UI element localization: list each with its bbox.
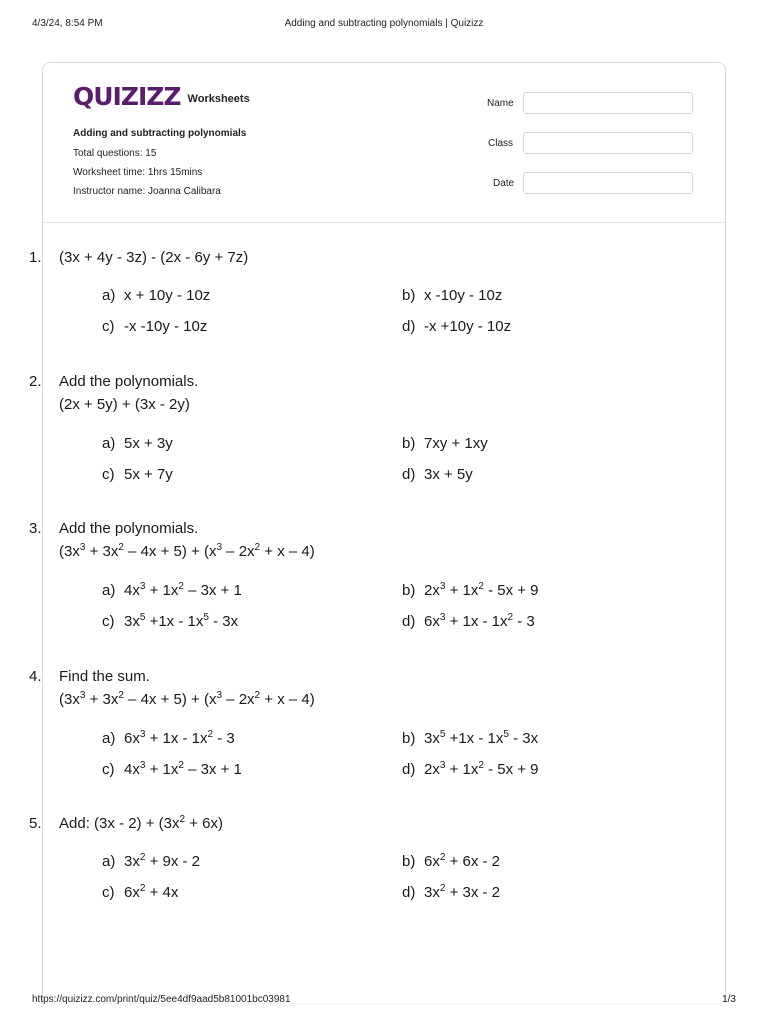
option-a: a) $4x^3 + 1x^2 - 3x + 1$ xyxy=(102,581,242,599)
name-field[interactable] xyxy=(523,92,693,114)
class-label: Class xyxy=(488,138,514,149)
date-label: Date xyxy=(493,178,515,189)
question-number: 1. xyxy=(29,249,42,266)
instructor-name: Instructor name: Joanna Calibara xyxy=(73,186,221,197)
option-c: c) 5x + 7y xyxy=(102,466,173,483)
worksheet-time: Worksheet time: 1hrs 15mins xyxy=(73,167,203,178)
option-d: d) $2x^3 + 1x^2 - 5x + 9$ xyxy=(402,760,539,778)
option-b: b) 7xy + 1xy xyxy=(402,435,488,452)
option-d: d) 3x + 5y xyxy=(402,466,473,483)
option-c: c) $6x^2 + 4x$ xyxy=(102,883,179,901)
option-b: b) $2x^3 + 1x^2 - 5x + 9$ xyxy=(402,581,539,599)
question-expression: $(3x^3 + 3x^2 - 4x + 5) + (x^3 - 2x^2 + x - 4)$ xyxy=(59,690,315,708)
total-questions: Total questions: 15 xyxy=(73,148,157,159)
option-d: d) -x +10y - 10z xyxy=(402,318,512,335)
option-b: b) $6x^2 + 6x - 2$ xyxy=(402,852,501,870)
print-datetime: 4/3/24, 8:54 PM xyxy=(32,18,103,29)
option-c: c) $3x^5 +1x - 1x^5 - 3x$ xyxy=(102,612,239,630)
worksheet-header xyxy=(43,63,725,223)
name-label: Name xyxy=(487,98,514,109)
question-expression: (2x + 5y) + (3x - 2y) xyxy=(59,396,190,413)
question-expression: $(3x^3 + 3x^2 - 4x + 5) + (x^3 - 2x^2 + x - 4)$ xyxy=(59,542,315,560)
question-number: 3. xyxy=(29,520,42,537)
option-b: b) x -10y - 10z xyxy=(402,287,503,304)
question-text: Find the sum. xyxy=(59,668,150,685)
date-field[interactable] xyxy=(523,172,693,194)
option-b: b) $3x^5 +1x - 1x^5 - 3x$ xyxy=(402,729,539,747)
question-number: 5. xyxy=(29,815,42,832)
print-page-title: Adding and subtracting polynomials | Quizizz xyxy=(284,18,484,29)
brand-subtitle: Worksheets xyxy=(187,93,250,105)
question-text: Add: $(3x - 2) + (3x^2 + 6x)$ xyxy=(59,814,223,832)
option-a: a) 5x + 3y xyxy=(102,435,173,452)
option-a: a) x + 10y - 10z xyxy=(102,287,211,304)
class-field[interactable] xyxy=(523,132,693,154)
print-header xyxy=(0,18,768,32)
option-c: c) $4x^3 + 1x^2 - 3x + 1$ xyxy=(102,760,242,778)
page-number: 1/3 xyxy=(722,994,736,1005)
question-text: (3x + 4y - 3z) - (2x - 6y + 7z) xyxy=(59,249,249,266)
question-text: Add the polynomials. xyxy=(59,520,199,537)
option-c: c) -x -10y - 10z xyxy=(102,318,208,335)
question-number: 4. xyxy=(29,668,42,685)
quizizz-logo: QUIZIZZ xyxy=(73,82,181,111)
print-url: https://quizizz.com/print/quiz/5ee4df9aad5b81001bc03981 xyxy=(32,994,291,1005)
question-text: Add the polynomials. xyxy=(59,373,199,390)
option-d: d) $6x^3 + 1x - 1x^2 - 3$ xyxy=(402,612,535,630)
option-a: a) $6x^3 + 1x - 1x^2 - 3$ xyxy=(102,729,235,747)
worksheet-title: Adding and subtracting polynomials xyxy=(73,128,247,139)
option-d: d) $3x^2 + 3x - 2$ xyxy=(402,883,501,901)
brand xyxy=(73,83,250,111)
question-number: 2. xyxy=(29,373,42,390)
option-a: a) $3x^2 + 9x - 2$ xyxy=(102,852,201,870)
